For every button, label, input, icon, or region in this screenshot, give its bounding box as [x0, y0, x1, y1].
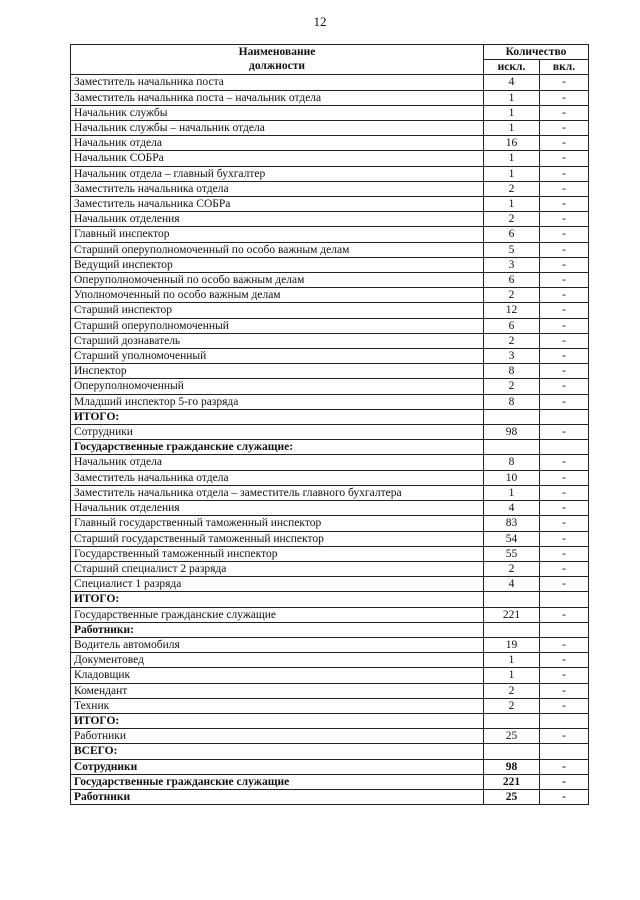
table-row — [71, 531, 589, 546]
incl-count-cell: - — [540, 698, 589, 713]
excl-count-cell: 2 — [484, 212, 540, 227]
incl-count-cell: - — [540, 531, 589, 546]
table-row — [71, 318, 589, 333]
excl-count-cell: 8 — [484, 394, 540, 409]
table-row — [71, 789, 589, 804]
table-row — [71, 151, 589, 166]
incl-count-cell — [540, 744, 589, 759]
excl-count-cell: 19 — [484, 637, 540, 652]
header-position-name — [71, 45, 484, 75]
excl-count-cell: 221 — [484, 774, 540, 789]
table-row — [71, 455, 589, 470]
position-name-cell: Начальник службы — [71, 105, 484, 120]
position-name-cell: Начальник отделения — [71, 501, 484, 516]
excl-count-cell: 8 — [484, 455, 540, 470]
table-row — [71, 181, 589, 196]
incl-count-cell: - — [540, 227, 589, 242]
position-name-cell: Работники — [71, 789, 484, 804]
incl-count-cell: - — [540, 90, 589, 105]
incl-count-cell: - — [540, 349, 589, 364]
table-row — [71, 90, 589, 105]
table-row — [71, 288, 589, 303]
excl-count-cell: 2 — [484, 379, 540, 394]
incl-count-cell: - — [540, 546, 589, 561]
position-name-cell: Заместитель начальника отдела – заместитель главного бухгалтера — [71, 485, 484, 500]
position-name-cell: Главный инспектор — [71, 227, 484, 242]
table-row — [71, 561, 589, 576]
position-name-cell: Старший дознаватель — [71, 333, 484, 348]
excl-count-cell — [484, 622, 540, 637]
excl-count-cell: 10 — [484, 470, 540, 485]
incl-count-cell: - — [540, 394, 589, 409]
incl-count-cell: - — [540, 759, 589, 774]
incl-count-cell: - — [540, 425, 589, 440]
incl-count-cell: - — [540, 485, 589, 500]
table-row — [71, 440, 589, 455]
table-row — [71, 333, 589, 348]
incl-count-cell: - — [540, 561, 589, 576]
table-row — [71, 242, 589, 257]
position-name-cell: Сотрудники — [71, 425, 484, 440]
incl-count-cell: - — [540, 577, 589, 592]
table-row — [71, 713, 589, 728]
incl-count-cell: - — [540, 607, 589, 622]
table-row — [71, 592, 589, 607]
table-row — [71, 516, 589, 531]
excl-count-cell: 6 — [484, 318, 540, 333]
incl-count-cell: - — [540, 273, 589, 288]
table-body — [71, 75, 589, 805]
excl-count-cell: 1 — [484, 485, 540, 500]
position-name-cell: Начальник отдела — [71, 455, 484, 470]
table-row — [71, 698, 589, 713]
excl-count-cell: 25 — [484, 789, 540, 804]
excl-count-cell: 3 — [484, 257, 540, 272]
excl-count-cell: 2 — [484, 561, 540, 576]
table-row — [71, 75, 589, 90]
position-name-cell: Начальник СОБРа — [71, 151, 484, 166]
table-row — [71, 212, 589, 227]
incl-count-cell: - — [540, 121, 589, 136]
incl-count-cell: - — [540, 288, 589, 303]
excl-count-cell: 4 — [484, 75, 540, 90]
incl-count-cell: - — [540, 318, 589, 333]
table-row — [71, 485, 589, 500]
excl-count-cell: 2 — [484, 698, 540, 713]
table-row — [71, 379, 589, 394]
position-name-cell: Главный государственный таможенный инспектор — [71, 516, 484, 531]
excl-count-cell: 3 — [484, 349, 540, 364]
incl-count-cell: - — [540, 212, 589, 227]
excl-count-cell: 4 — [484, 577, 540, 592]
position-name-cell: Заместитель начальника отдела — [71, 181, 484, 196]
incl-count-cell: - — [540, 242, 589, 257]
incl-count-cell: - — [540, 257, 589, 272]
excl-count-cell — [484, 440, 540, 455]
incl-count-cell: - — [540, 501, 589, 516]
incl-count-cell: - — [540, 470, 589, 485]
position-name-cell: Сотрудники — [71, 759, 484, 774]
position-name-cell: Старший специалист 2 разряда — [71, 561, 484, 576]
incl-count-cell: - — [540, 516, 589, 531]
table-row — [71, 121, 589, 136]
position-name-cell: Младший инспектор 5-го разряда — [71, 394, 484, 409]
table-row — [71, 394, 589, 409]
incl-count-cell: - — [540, 683, 589, 698]
incl-count-cell — [540, 713, 589, 728]
incl-count-cell: - — [540, 774, 589, 789]
excl-count-cell: 4 — [484, 501, 540, 516]
position-name-cell: Государственные гражданские служащие — [71, 607, 484, 622]
excl-count-cell — [484, 744, 540, 759]
table-row — [71, 668, 589, 683]
incl-count-cell — [540, 622, 589, 637]
position-name-cell: Заместитель начальника СОБРа — [71, 197, 484, 212]
table-row — [71, 744, 589, 759]
position-name-cell: Кладовщик — [71, 668, 484, 683]
table-row — [71, 683, 589, 698]
position-name-cell: Начальник отдела — [71, 136, 484, 151]
incl-count-cell: - — [540, 75, 589, 90]
table-row — [71, 729, 589, 744]
excl-count-cell — [484, 409, 540, 424]
position-name-cell: Инспектор — [71, 364, 484, 379]
position-name-cell: ВСЕГО: — [71, 744, 484, 759]
table-row — [71, 470, 589, 485]
incl-count-cell: - — [540, 653, 589, 668]
staffing-table — [70, 44, 589, 805]
table-row — [71, 227, 589, 242]
excl-count-cell: 98 — [484, 759, 540, 774]
excl-count-cell: 54 — [484, 531, 540, 546]
excl-count-cell: 1 — [484, 166, 540, 181]
position-name-cell: Оперуполномоченный по особо важным делам — [71, 273, 484, 288]
excl-count-cell: 1 — [484, 151, 540, 166]
table-row — [71, 774, 589, 789]
excl-count-cell: 2 — [484, 333, 540, 348]
excl-count-cell: 2 — [484, 181, 540, 196]
excl-count-cell — [484, 713, 540, 728]
table-row — [71, 136, 589, 151]
incl-count-cell: - — [540, 364, 589, 379]
incl-count-cell: - — [540, 166, 589, 181]
excl-count-cell: 6 — [484, 227, 540, 242]
table-row — [71, 364, 589, 379]
table-row — [71, 166, 589, 181]
incl-count-cell — [540, 440, 589, 455]
position-name-cell: Комендант — [71, 683, 484, 698]
position-name-cell: ИТОГО: — [71, 713, 484, 728]
excl-count-cell: 83 — [484, 516, 540, 531]
incl-count-cell: - — [540, 455, 589, 470]
excl-count-cell: 16 — [484, 136, 540, 151]
excl-count-cell: 1 — [484, 121, 540, 136]
position-name-cell: Государственные гражданские служащие — [71, 774, 484, 789]
position-name-cell: Уполномоченный по особо важным делам — [71, 288, 484, 303]
position-name-cell: Работники — [71, 729, 484, 744]
incl-count-cell: - — [540, 333, 589, 348]
table-row — [71, 759, 589, 774]
excl-count-cell: 2 — [484, 288, 540, 303]
incl-count-cell: - — [540, 197, 589, 212]
excl-count-cell: 8 — [484, 364, 540, 379]
table-row — [71, 607, 589, 622]
incl-count-cell: - — [540, 181, 589, 196]
table-row — [71, 653, 589, 668]
excl-count-cell: 2 — [484, 683, 540, 698]
excl-count-cell: 1 — [484, 668, 540, 683]
header-incl: вкл. — [540, 60, 589, 75]
incl-count-cell: - — [540, 151, 589, 166]
excl-count-cell: 6 — [484, 273, 540, 288]
excl-count-cell: 25 — [484, 729, 540, 744]
position-name-cell: ИТОГО: — [71, 409, 484, 424]
page-number: 12 — [313, 14, 327, 29]
table-row — [71, 349, 589, 364]
excl-count-cell: 1 — [484, 653, 540, 668]
position-name-cell: Государственный таможенный инспектор — [71, 546, 484, 561]
table-row — [71, 273, 589, 288]
incl-count-cell: - — [540, 379, 589, 394]
excl-count-cell: 1 — [484, 105, 540, 120]
position-name-cell: Документовед — [71, 653, 484, 668]
position-name-cell: Старший государственный таможенный инспектор — [71, 531, 484, 546]
table-row — [71, 197, 589, 212]
table-row — [71, 546, 589, 561]
position-name-cell: Ведущий инспектор — [71, 257, 484, 272]
excl-count-cell: 1 — [484, 90, 540, 105]
position-name-cell: Заместитель начальника поста – начальник отдела — [71, 90, 484, 105]
position-name-cell: Начальник отдела – главный бухгалтер — [71, 166, 484, 181]
incl-count-cell — [540, 409, 589, 424]
position-name-cell: Старший инспектор — [71, 303, 484, 318]
incl-count-cell: - — [540, 303, 589, 318]
header-excl: искл. — [484, 60, 540, 75]
excl-count-cell: 98 — [484, 425, 540, 440]
table-row — [71, 257, 589, 272]
header-quantity: Количество — [484, 45, 589, 60]
excl-count-cell: 221 — [484, 607, 540, 622]
position-name-cell: ИТОГО: — [71, 592, 484, 607]
position-name-cell: Старший уполномоченный — [71, 349, 484, 364]
position-name-cell: Работники: — [71, 622, 484, 637]
excl-count-cell — [484, 592, 540, 607]
position-name-cell: Начальник службы – начальник отдела — [71, 121, 484, 136]
incl-count-cell — [540, 592, 589, 607]
position-name-cell: Государственные гражданские служащие: — [71, 440, 484, 455]
incl-count-cell: - — [540, 637, 589, 652]
position-name-cell: Водитель автомобиля — [71, 637, 484, 652]
position-name-cell: Оперуполномоченный — [71, 379, 484, 394]
position-name-cell: Начальник отделения — [71, 212, 484, 227]
table-row — [71, 577, 589, 592]
header-position-line1: Наименование — [238, 46, 316, 58]
incl-count-cell: - — [540, 105, 589, 120]
table-row — [71, 303, 589, 318]
table-row — [71, 425, 589, 440]
excl-count-cell: 1 — [484, 197, 540, 212]
table-row — [71, 409, 589, 424]
position-name-cell: Заместитель начальника отдела — [71, 470, 484, 485]
table-row — [71, 637, 589, 652]
incl-count-cell: - — [540, 729, 589, 744]
position-name-cell: Заместитель начальника поста — [71, 75, 484, 90]
incl-count-cell: - — [540, 668, 589, 683]
incl-count-cell: - — [540, 136, 589, 151]
table-row — [71, 622, 589, 637]
position-name-cell: Старший оперуполномоченный по особо важным делам — [71, 242, 484, 257]
header-position-line2: должности — [249, 60, 305, 72]
excl-count-cell: 55 — [484, 546, 540, 561]
table-row — [71, 501, 589, 516]
excl-count-cell: 5 — [484, 242, 540, 257]
table-row — [71, 105, 589, 120]
excl-count-cell: 12 — [484, 303, 540, 318]
incl-count-cell: - — [540, 789, 589, 804]
position-name-cell: Специалист 1 разряда — [71, 577, 484, 592]
position-name-cell: Старший оперуполномоченный — [71, 318, 484, 333]
position-name-cell: Техник — [71, 698, 484, 713]
